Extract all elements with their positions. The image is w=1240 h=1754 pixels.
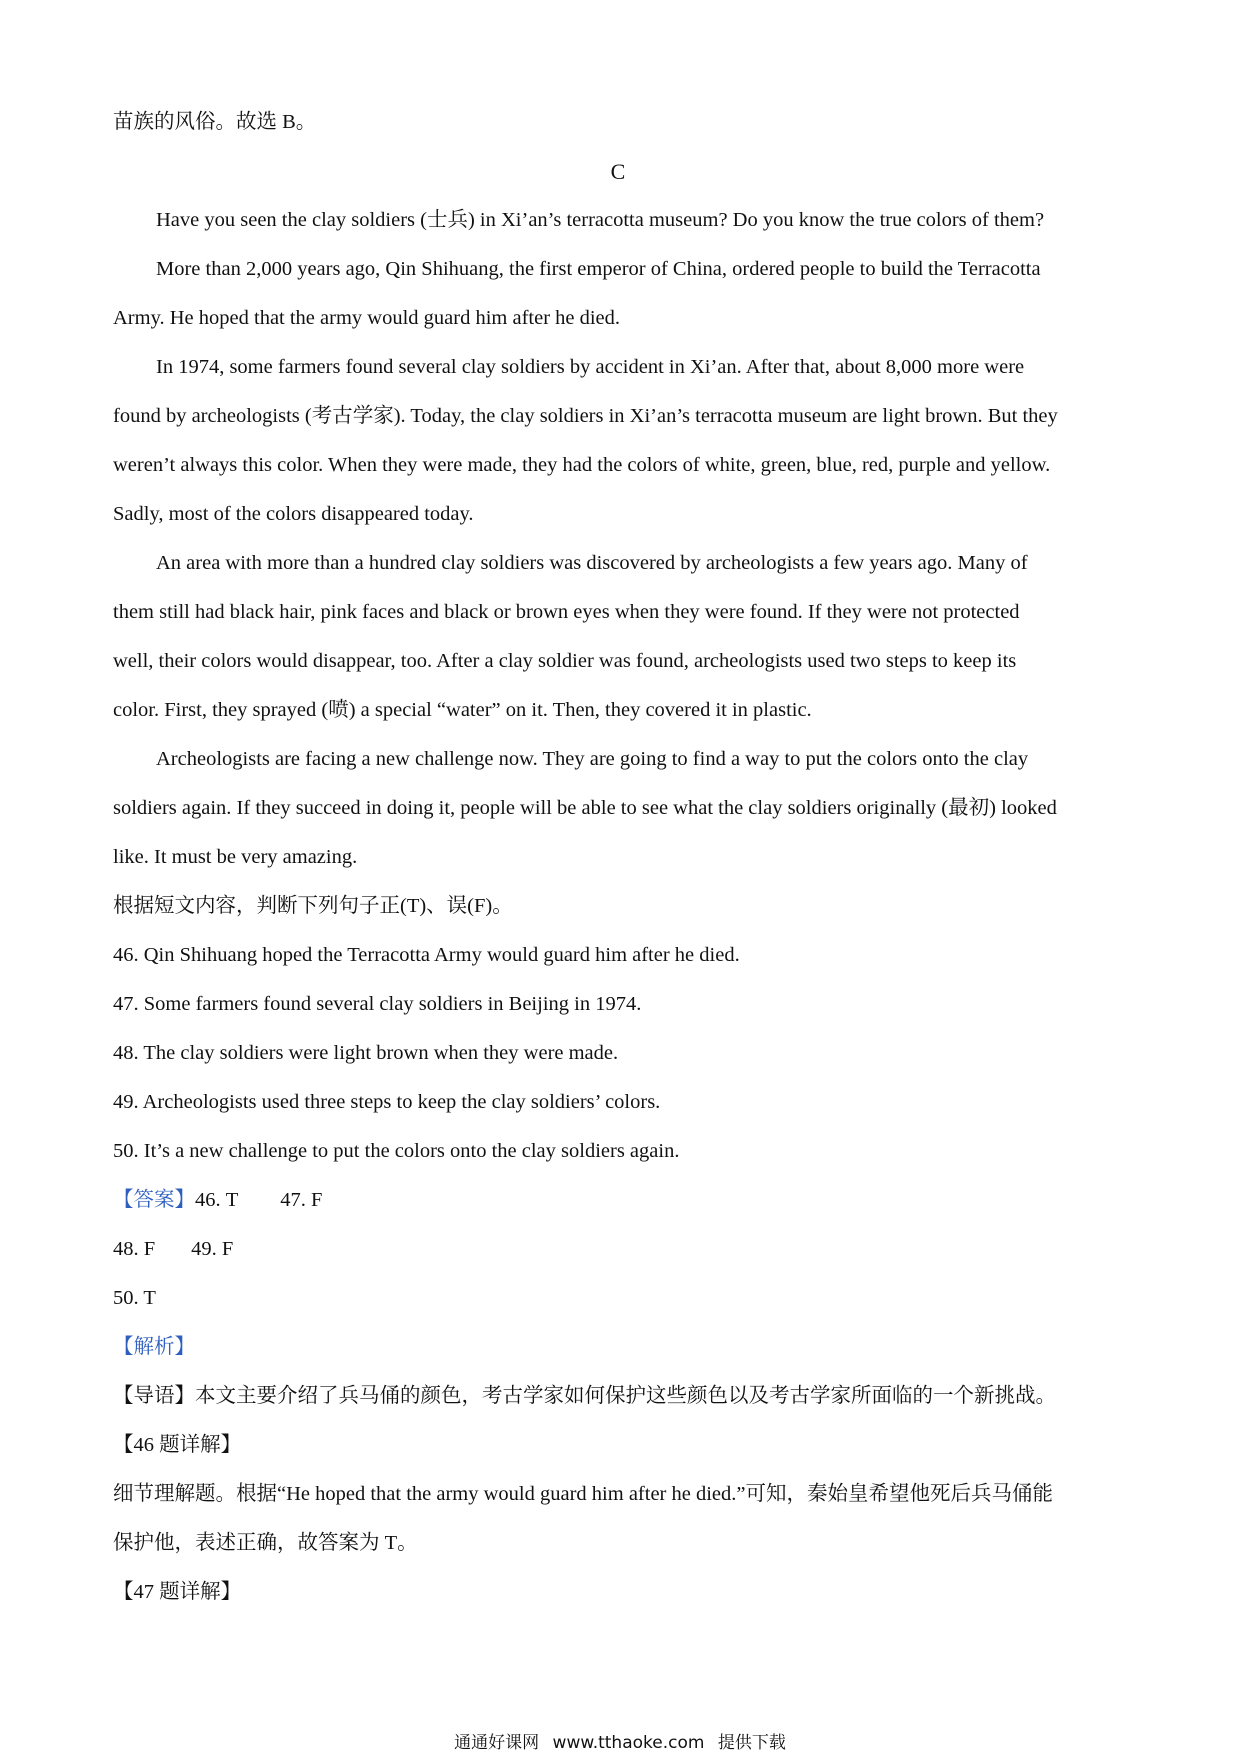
answer-46: 46. T — [195, 1189, 239, 1211]
passage-line: Army. He hoped that the army would guard him after he died. — [113, 307, 621, 329]
analysis-label: 【解析】 — [113, 1336, 195, 1358]
answer-50: 50. T — [113, 1287, 156, 1309]
passage-line: In 1974, some farmers found several clay soldiers by accident in Xi’an. After that, about 8,000 more were — [156, 356, 1025, 378]
passage-line: like. It must be very amazing. — [113, 846, 358, 868]
answer-line-2 — [113, 1225, 1123, 1274]
answer-48: 48. F — [113, 1238, 156, 1260]
instruction-line: 根据短文内容，判断下列句子正(T)、误(F)。 — [113, 895, 513, 917]
passage-line: Have you seen the clay soldiers (士兵) in Xi’an’s terracotta museum? Do you know the true colors of them? — [156, 209, 1045, 231]
document-page — [113, 98, 1123, 1617]
footer-site-name: 通通好课网 — [454, 1733, 540, 1753]
passage-line: found by archeologists (考古学家). Today, the clay soldiers in Xi’an’s terracotta museum are light brown. But they — [113, 405, 1058, 427]
question-item: 47. Some farmers found several clay soldiers in Beijing in 1974. — [113, 993, 642, 1015]
answer-49: 49. F — [191, 1238, 234, 1260]
question-item: 48. The clay soldiers were light brown when they were made. — [113, 1042, 619, 1064]
passage-line: well, their colors would disappear, too. After a clay soldier was found, archeologists used two steps to keep its — [113, 650, 1017, 672]
passage-line: Sadly, most of the colors disappeared today. — [113, 503, 474, 525]
passage-line: weren’t always this color. When they were made, they had the colors of white, green, blue, red, purple and yellow. — [113, 454, 1051, 476]
section-heading — [113, 147, 1123, 196]
daoyu-line: 【导语】本文主要介绍了兵马俑的颜色，考古学家如何保护这些颜色以及考古学家所面临的一个新挑战。 — [113, 1385, 1056, 1407]
passage-line: Archeologists are facing a new challenge now. They are going to find a way to put the colors onto the clay — [156, 748, 1029, 770]
q46-explain-line: 细节理解题。根据“He hoped that the army would guard him after he died.”可知，秦始皇希望他死后兵马俑能 — [113, 1483, 1053, 1505]
q46-explain-line: 保护他，表述正确，故答案为 T。 — [113, 1532, 418, 1554]
answer-47: 47. F — [280, 1189, 323, 1211]
footer-action: 提供下载 — [717, 1733, 786, 1753]
reading-passage — [113, 196, 1123, 882]
section-letter: C — [610, 159, 626, 184]
passage-line: them still had black hair, pink faces and black or brown eyes when they were found. If they were not protected — [113, 601, 1020, 623]
answer-line-1 — [113, 1176, 1123, 1225]
question-item: 49. Archeologists used three steps to keep the clay soldiers’ colors. — [113, 1091, 661, 1113]
answer-line-3 — [113, 1274, 1123, 1323]
question-item: 50. It’s a new challenge to put the colors onto the clay soldiers again. — [113, 1140, 680, 1162]
passage-line: color. First, they sprayed (喷) a special “water” on it. Then, they covered it in plastic. — [113, 699, 812, 721]
page-footer — [0, 1728, 1240, 1753]
answer-label: 【答案】 — [113, 1189, 195, 1211]
question-list — [113, 931, 1123, 1176]
intro-line: 苗族的风俗。故选 B。 — [113, 111, 317, 133]
passage-line: More than 2,000 years ago, Qin Shihuang, the first emperor of China, ordered people to build the Terracotta — [156, 258, 1041, 280]
q47-title: 【47 题详解】 — [113, 1581, 242, 1603]
q46-title: 【46 题详解】 — [113, 1434, 242, 1456]
footer-url[interactable]: www.tthaoke.com — [552, 1733, 705, 1753]
passage-line: soldiers again. If they succeed in doing it, people will be able to see what the clay soldiers originally (最初) looked — [113, 797, 1057, 819]
passage-line: An area with more than a hundred clay soldiers was discovered by archeologists a few years ago. Many of — [156, 552, 1028, 574]
question-item: 46. Qin Shihuang hoped the Terracotta Army would guard him after he died. — [113, 944, 740, 966]
